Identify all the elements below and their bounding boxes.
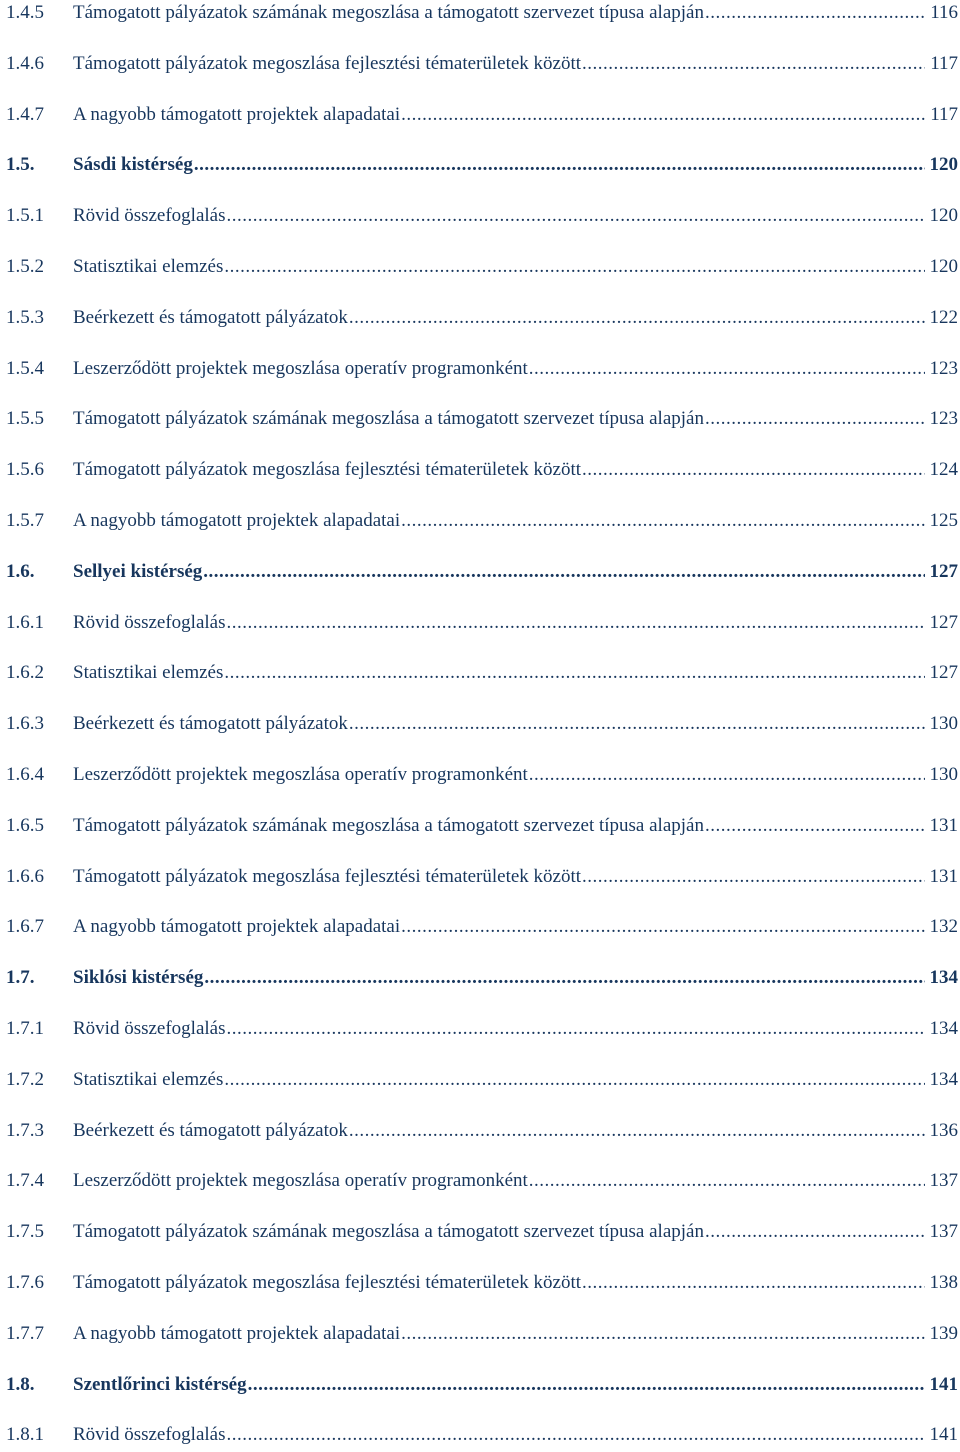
toc-entry-number: 1.6.2 bbox=[6, 662, 44, 683]
toc-entry-title: Statisztikai elemzés bbox=[73, 662, 224, 683]
toc-entry-number: 1.5.7 bbox=[6, 510, 44, 531]
toc-entry-number: 1.6.7 bbox=[6, 916, 44, 937]
toc-entry-title: Támogatott pályázatok megoszlása fejlesztési tématerületek között bbox=[73, 866, 582, 887]
toc-dot-leader bbox=[401, 102, 925, 128]
toc-entry-page-number: 134 bbox=[929, 1018, 958, 1039]
toc-entry-page-number: 123 bbox=[929, 408, 958, 429]
toc-entry-title: Támogatott pályázatok megoszlása fejlesztési tématerületek között bbox=[73, 1272, 582, 1293]
toc-entry-title: Leszerződött projektek megoszlása operatív programonként bbox=[73, 764, 528, 785]
toc-entry-page-number: 141 bbox=[929, 1424, 958, 1445]
toc-subsection-link[interactable] bbox=[0, 1067, 958, 1093]
toc-entry-number: 1.4.7 bbox=[6, 104, 44, 125]
toc-entry-title: A nagyobb támogatott projektek alapadatai bbox=[73, 510, 401, 531]
toc-entry-title: A nagyobb támogatott projektek alapadatai bbox=[73, 104, 401, 125]
toc-entry-page-number: 137 bbox=[929, 1221, 958, 1242]
toc-entry-number: 1.5.5 bbox=[6, 408, 44, 429]
toc-dot-leader bbox=[401, 508, 924, 534]
toc-entry-title: Beérkezett és támogatott pályázatok bbox=[73, 713, 348, 734]
toc-entry-page-number: 134 bbox=[929, 967, 958, 988]
toc-section-link[interactable] bbox=[0, 965, 958, 991]
toc-subsection-link[interactable] bbox=[0, 1422, 958, 1448]
toc-entry-page-number: 117 bbox=[930, 53, 958, 74]
toc-entry-number: 1.5. bbox=[6, 154, 35, 175]
toc-subsection-link[interactable] bbox=[0, 1016, 958, 1042]
toc-entry-page-number: 138 bbox=[929, 1272, 958, 1293]
toc-entry-number: 1.6. bbox=[6, 561, 35, 582]
toc-subsection-link[interactable] bbox=[0, 508, 958, 534]
toc-entry-page-number: 127 bbox=[929, 662, 958, 683]
toc-dot-leader bbox=[705, 0, 925, 26]
toc-entry-page-number: 127 bbox=[929, 561, 958, 582]
toc-dot-leader bbox=[705, 1219, 925, 1245]
toc-entry-number: 1.5.6 bbox=[6, 459, 44, 480]
toc-entry-page-number: 132 bbox=[929, 916, 958, 937]
toc-entry-title: Rövid összefoglalás bbox=[73, 1424, 226, 1445]
toc-dot-leader bbox=[349, 1118, 925, 1144]
toc-entry-title: Támogatott pályázatok számának megoszlása a támogatott szervezet típusa alapján bbox=[73, 2, 704, 23]
toc-entry-title: Beérkezett és támogatott pályázatok bbox=[73, 1120, 348, 1141]
toc-entry-number: 1.7.5 bbox=[6, 1221, 44, 1242]
toc-subsection-link[interactable] bbox=[0, 914, 958, 940]
toc-entry-number: 1.7.4 bbox=[6, 1170, 44, 1191]
toc-entry-number: 1.8.1 bbox=[6, 1424, 44, 1445]
toc-entry-title: Sellyei kistérség bbox=[73, 561, 203, 582]
toc-dot-leader bbox=[401, 914, 924, 940]
toc-subsection-link[interactable] bbox=[0, 406, 958, 432]
toc-dot-leader bbox=[204, 965, 924, 991]
toc-dot-leader bbox=[529, 1168, 925, 1194]
toc-subsection-link[interactable] bbox=[0, 457, 958, 483]
toc-entry-page-number: 125 bbox=[929, 510, 958, 531]
toc-entry-page-number: 137 bbox=[929, 1170, 958, 1191]
toc-entry-title: Támogatott pályázatok megoszlása fejlesztési tématerületek között bbox=[73, 53, 582, 74]
toc-entry-page-number: 130 bbox=[929, 713, 958, 734]
toc-entry-number: 1.8. bbox=[6, 1374, 35, 1395]
toc-dot-leader bbox=[705, 813, 925, 839]
toc-entry-number: 1.7.1 bbox=[6, 1018, 44, 1039]
toc-dot-leader bbox=[227, 610, 925, 636]
toc-subsection-link[interactable] bbox=[0, 610, 958, 636]
toc-entry-page-number: 120 bbox=[929, 205, 958, 226]
toc-entry-title: Leszerződött projektek megoszlása operatív programonként bbox=[73, 358, 528, 379]
toc-dot-leader bbox=[582, 864, 924, 890]
toc-subsection-link[interactable] bbox=[0, 102, 958, 128]
toc-entry-title: Támogatott pályázatok megoszlása fejlesztési tématerületek között bbox=[73, 459, 582, 480]
toc-entry-number: 1.6.6 bbox=[6, 866, 44, 887]
toc-subsection-link[interactable] bbox=[0, 762, 958, 788]
toc-section-link[interactable] bbox=[0, 559, 958, 585]
toc-entry-number: 1.7.2 bbox=[6, 1069, 44, 1090]
toc-dot-leader bbox=[529, 762, 925, 788]
toc-section-link[interactable] bbox=[0, 152, 958, 178]
toc-entry-page-number: 134 bbox=[929, 1069, 958, 1090]
toc-entry-number: 1.6.5 bbox=[6, 815, 44, 836]
toc-entry-page-number: 139 bbox=[929, 1323, 958, 1344]
toc-entry-number: 1.5.1 bbox=[6, 205, 44, 226]
toc-dot-leader bbox=[248, 1372, 925, 1398]
toc-section-link[interactable] bbox=[0, 1372, 958, 1398]
toc-entry-page-number: 123 bbox=[929, 358, 958, 379]
toc-subsection-link[interactable] bbox=[0, 711, 958, 737]
toc-dot-leader bbox=[705, 406, 925, 432]
toc-entry-number: 1.6.4 bbox=[6, 764, 44, 785]
toc-subsection-link[interactable] bbox=[0, 356, 958, 382]
toc-dot-leader bbox=[349, 305, 925, 331]
toc-entry-number: 1.5.3 bbox=[6, 307, 44, 328]
toc-dot-leader bbox=[194, 152, 925, 178]
toc-entry-page-number: 117 bbox=[930, 104, 958, 125]
toc-subsection-link[interactable] bbox=[0, 864, 958, 890]
toc-subsection-link[interactable] bbox=[0, 305, 958, 331]
toc-entry-title: Beérkezett és támogatott pályázatok bbox=[73, 307, 348, 328]
toc-entry-number: 1.7.3 bbox=[6, 1120, 44, 1141]
toc-entry-page-number: 120 bbox=[929, 256, 958, 277]
toc-entry-number: 1.5.2 bbox=[6, 256, 44, 277]
toc-dot-leader bbox=[224, 660, 924, 686]
toc-entry-number: 1.7.7 bbox=[6, 1323, 44, 1344]
toc-dot-leader bbox=[203, 559, 924, 585]
toc-entry-page-number: 141 bbox=[929, 1374, 958, 1395]
toc-subsection-link[interactable] bbox=[0, 1219, 958, 1245]
toc-entry-page-number: 124 bbox=[929, 459, 958, 480]
toc-subsection-link[interactable] bbox=[0, 1270, 958, 1296]
toc-entry-title: Szentlőrinci kistérség bbox=[73, 1374, 247, 1395]
toc-entry-number: 1.6.3 bbox=[6, 713, 44, 734]
toc-entry-page-number: 120 bbox=[929, 154, 958, 175]
toc-dot-leader bbox=[227, 1016, 925, 1042]
toc-entry-number: 1.6.1 bbox=[6, 612, 44, 633]
toc-dot-leader bbox=[401, 1321, 924, 1347]
toc-entry-page-number: 122 bbox=[929, 307, 958, 328]
toc-dot-leader bbox=[582, 51, 925, 77]
toc-entry-title: Támogatott pályázatok számának megoszlása a támogatott szervezet típusa alapján bbox=[73, 408, 704, 429]
toc-entry-number: 1.5.4 bbox=[6, 358, 44, 379]
toc-dot-leader bbox=[582, 1270, 924, 1296]
toc-entry-title: A nagyobb támogatott projektek alapadatai bbox=[73, 1323, 401, 1344]
toc-entry-number: 1.4.5 bbox=[6, 2, 44, 23]
toc-subsection-link[interactable] bbox=[0, 1168, 958, 1194]
toc-entry-title: Siklósi kistérség bbox=[73, 967, 204, 988]
toc-subsection-link[interactable] bbox=[0, 254, 958, 280]
toc-entry-title: Statisztikai elemzés bbox=[73, 256, 224, 277]
toc-dot-leader bbox=[224, 254, 924, 280]
toc-subsection-link[interactable] bbox=[0, 813, 958, 839]
toc-dot-leader bbox=[529, 356, 925, 382]
toc-subsection-link[interactable] bbox=[0, 203, 958, 229]
toc-entry-title: Statisztikai elemzés bbox=[73, 1069, 224, 1090]
toc-entry-title: Rövid összefoglalás bbox=[73, 612, 226, 633]
toc-entry-page-number: 130 bbox=[929, 764, 958, 785]
toc-dot-leader bbox=[224, 1067, 924, 1093]
toc-dot-leader bbox=[349, 711, 925, 737]
toc-subsection-link[interactable] bbox=[0, 51, 958, 77]
toc-entry-title: Támogatott pályázatok számának megoszlása a támogatott szervezet típusa alapján bbox=[73, 815, 704, 836]
toc-subsection-link[interactable] bbox=[0, 0, 958, 26]
toc-subsection-link[interactable] bbox=[0, 660, 958, 686]
toc-dot-leader bbox=[227, 1422, 925, 1448]
toc-entry-title: Sásdi kistérség bbox=[73, 154, 193, 175]
toc-entry-title: Leszerződött projektek megoszlása operatív programonként bbox=[73, 1170, 528, 1191]
toc-entry-page-number: 131 bbox=[929, 866, 958, 887]
toc-entry-number: 1.4.6 bbox=[6, 53, 44, 74]
toc-entry-page-number: 131 bbox=[929, 815, 958, 836]
toc-entry-title: A nagyobb támogatott projektek alapadatai bbox=[73, 916, 401, 937]
toc-entry-page-number: 127 bbox=[929, 612, 958, 633]
toc-entry-title: Rövid összefoglalás bbox=[73, 1018, 226, 1039]
toc-subsection-link[interactable] bbox=[0, 1321, 958, 1347]
toc-entry-page-number: 116 bbox=[930, 2, 958, 23]
toc-dot-leader bbox=[582, 457, 924, 483]
toc-subsection-link[interactable] bbox=[0, 1118, 958, 1144]
toc-entry-title: Támogatott pályázatok számának megoszlása a támogatott szervezet típusa alapján bbox=[73, 1221, 704, 1242]
toc-entry-number: 1.7.6 bbox=[6, 1272, 44, 1293]
toc-entry-page-number: 136 bbox=[929, 1120, 958, 1141]
toc-entry-title: Rövid összefoglalás bbox=[73, 205, 226, 226]
toc-entry-number: 1.7. bbox=[6, 967, 35, 988]
toc-dot-leader bbox=[227, 203, 925, 229]
